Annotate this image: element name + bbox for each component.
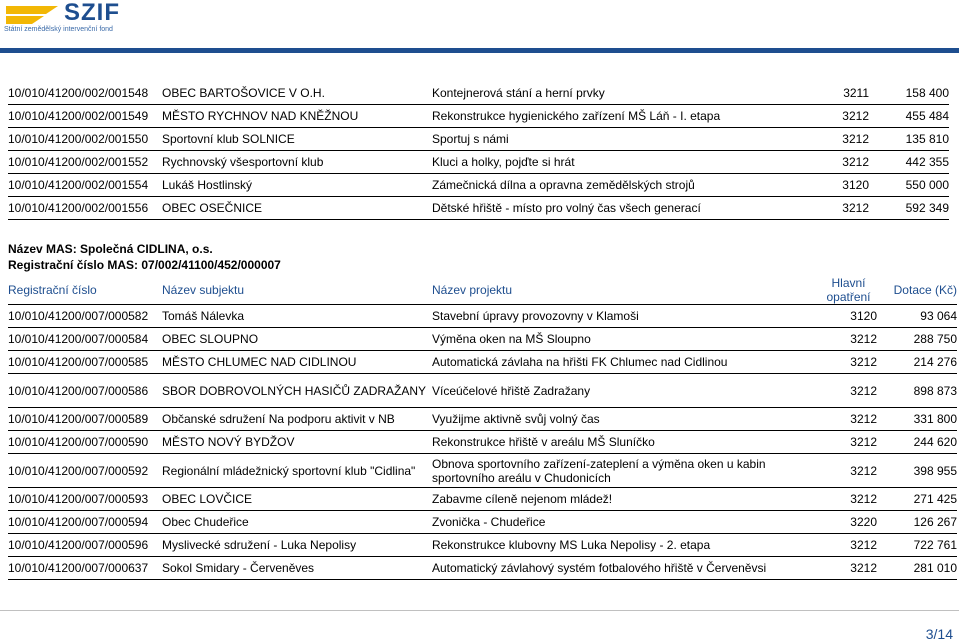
subject-cell: Myslivecké sdružení - Luka Nepolisy bbox=[162, 534, 432, 557]
subsidy-cell: 158 400 bbox=[869, 82, 949, 105]
project-cell: Rekonstrukce hygienického zařízení MŠ Láň - I. etapa bbox=[432, 105, 812, 128]
subject-cell: Sportovní klub SOLNICE bbox=[162, 128, 432, 151]
header-measure: Hlavní opatření bbox=[812, 276, 877, 305]
subject-cell: MĚSTO RYCHNOV NAD KNĚŽNOU bbox=[162, 105, 432, 128]
mas-reg-number: Registrační číslo MAS: 07/002/41100/452/000007 bbox=[8, 258, 281, 272]
subsidy-cell: 898 873 bbox=[877, 374, 957, 408]
subject-cell: MĚSTO NOVÝ BYDŽOV bbox=[162, 431, 432, 454]
subject-cell: Občanské sdružení Na podporu aktivit v NB bbox=[162, 408, 432, 431]
table-row bbox=[8, 328, 957, 351]
project-cell: Zvonička - Chudeřice bbox=[432, 511, 812, 534]
header-subsidy: Dotace (Kč) bbox=[877, 276, 957, 305]
reg-number-cell: 10/010/41200/002/001552 bbox=[8, 151, 162, 174]
page-number: 3/14 bbox=[925, 626, 953, 642]
subsidy-cell: 126 267 bbox=[877, 511, 957, 534]
reg-number-cell: 10/010/41200/007/000637 bbox=[8, 557, 162, 580]
subsidy-cell: 592 349 bbox=[869, 197, 949, 220]
table-row bbox=[8, 351, 957, 374]
header-reg-number: Registrační číslo bbox=[8, 276, 162, 305]
measure-cell: 3220 bbox=[812, 511, 877, 534]
project-cell: Zámečnická dílna a opravna zemědělských strojů bbox=[432, 174, 812, 197]
reg-number-cell: 10/010/41200/007/000590 bbox=[8, 431, 162, 454]
subject-cell: Regionální mládežnický sportovní klub "Cidlina" bbox=[162, 454, 432, 488]
measure-cell: 3212 bbox=[812, 328, 877, 351]
subsidy-cell: 722 761 bbox=[877, 534, 957, 557]
table-header-row bbox=[8, 276, 957, 305]
subject-cell: Obec Chudeřice bbox=[162, 511, 432, 534]
subsidy-cell: 271 425 bbox=[877, 488, 957, 511]
measure-cell: 3212 bbox=[812, 408, 877, 431]
measure-cell: 3120 bbox=[812, 174, 869, 197]
table-row bbox=[8, 151, 949, 174]
measure-cell: 3120 bbox=[812, 305, 877, 328]
subject-cell: OBEC SLOUPNO bbox=[162, 328, 432, 351]
project-cell: Automatická závlaha na hřišti FK Chlumec nad Cidlinou bbox=[432, 351, 812, 374]
measure-cell: 3212 bbox=[812, 454, 877, 488]
subject-cell: Sokol Smidary - Červeněves bbox=[162, 557, 432, 580]
project-cell: Sportuj s námi bbox=[432, 128, 812, 151]
reg-number-cell: 10/010/41200/007/000594 bbox=[8, 511, 162, 534]
subsidy-cell: 455 484 bbox=[869, 105, 949, 128]
reg-number-cell: 10/010/41200/007/000584 bbox=[8, 328, 162, 351]
project-cell: Kluci a holky, pojďte si hrát bbox=[432, 151, 812, 174]
project-cell: Kontejnerová stání a herní prvky bbox=[432, 82, 812, 105]
table-row bbox=[8, 534, 957, 557]
project-cell: Dětské hřiště - místo pro volný čas všech generací bbox=[432, 197, 812, 220]
mas-name: Název MAS: Společná CIDLINA, o.s. bbox=[8, 242, 213, 256]
table-row bbox=[8, 557, 957, 580]
reg-number-cell: 10/010/41200/002/001548 bbox=[8, 82, 162, 105]
measure-cell: 3212 bbox=[812, 197, 869, 220]
table-row bbox=[8, 82, 949, 105]
reg-number-cell: 10/010/41200/002/001549 bbox=[8, 105, 162, 128]
subject-cell: Lukáš Hostlinský bbox=[162, 174, 432, 197]
measure-cell: 3212 bbox=[812, 374, 877, 408]
project-cell: Rekonstrukce klubovny MS Luka Nepolisy - 2. etapa bbox=[432, 534, 812, 557]
project-cell: Výměna oken na MŠ Sloupno bbox=[432, 328, 812, 351]
table-row bbox=[8, 197, 949, 220]
project-cell: Rekonstrukce hřiště v areálu MŠ Sluníčko bbox=[432, 431, 812, 454]
reg-number-cell: 10/010/41200/002/001550 bbox=[8, 128, 162, 151]
project-cell: Zabavme cíleně nejenom mládež! bbox=[432, 488, 812, 511]
subsidy-cell: 281 010 bbox=[877, 557, 957, 580]
subsidy-cell: 442 355 bbox=[869, 151, 949, 174]
subsidy-cell: 93 064 bbox=[877, 305, 957, 328]
subsidy-cell: 135 810 bbox=[869, 128, 949, 151]
measure-cell: 3212 bbox=[812, 351, 877, 374]
reg-number-cell: 10/010/41200/007/000582 bbox=[8, 305, 162, 328]
reg-number-cell: 10/010/41200/007/000589 bbox=[8, 408, 162, 431]
table-row bbox=[8, 454, 957, 488]
reg-number-cell: 10/010/41200/007/000586 bbox=[8, 374, 162, 408]
subject-cell: Rychnovský všesportovní klub bbox=[162, 151, 432, 174]
table-row bbox=[8, 374, 957, 408]
subsidy-cell: 550 000 bbox=[869, 174, 949, 197]
reg-number-cell: 10/010/41200/007/000592 bbox=[8, 454, 162, 488]
table-row bbox=[8, 305, 957, 328]
reg-number-cell: 10/010/41200/002/001556 bbox=[8, 197, 162, 220]
reg-number-cell: 10/010/41200/007/000596 bbox=[8, 534, 162, 557]
subject-cell: MĚSTO CHLUMEC NAD CIDLINOU bbox=[162, 351, 432, 374]
table-row bbox=[8, 511, 957, 534]
measure-cell: 3212 bbox=[812, 128, 869, 151]
project-cell: Stavební úpravy provozovny v Klamoši bbox=[432, 305, 812, 328]
subsidy-cell: 398 955 bbox=[877, 454, 957, 488]
table-row bbox=[8, 408, 957, 431]
projects-table-top bbox=[8, 82, 949, 220]
reg-number-cell: 10/010/41200/007/000593 bbox=[8, 488, 162, 511]
reg-number-cell: 10/010/41200/007/000585 bbox=[8, 351, 162, 374]
footer-divider bbox=[0, 610, 959, 611]
subject-cell: OBEC OSEČNICE bbox=[162, 197, 432, 220]
project-cell: Automatický závlahový systém fotbalového hřiště v Červeněvsi bbox=[432, 557, 812, 580]
table-row bbox=[8, 431, 957, 454]
measure-cell: 3212 bbox=[812, 534, 877, 557]
subject-cell: Tomáš Nálevka bbox=[162, 305, 432, 328]
measure-cell: 3212 bbox=[812, 557, 877, 580]
header-project: Název projektu bbox=[432, 276, 812, 305]
measure-cell: 3212 bbox=[812, 431, 877, 454]
subsidy-cell: 244 620 bbox=[877, 431, 957, 454]
header-divider bbox=[0, 48, 959, 53]
table-row bbox=[8, 488, 957, 511]
subsidy-cell: 288 750 bbox=[877, 328, 957, 351]
project-cell: Využijme aktivně svůj volný čas bbox=[432, 408, 812, 431]
subject-cell: SBOR DOBROVOLNÝCH HASIČŮ ZADRAŽANY bbox=[162, 374, 432, 408]
measure-cell: 3212 bbox=[812, 151, 869, 174]
table-row bbox=[8, 105, 949, 128]
subsidy-cell: 214 276 bbox=[877, 351, 957, 374]
subject-cell: OBEC LOVČICE bbox=[162, 488, 432, 511]
logo-subtitle: Státní zemědělský intervenční fond bbox=[4, 26, 113, 33]
header-subject: Název subjektu bbox=[162, 276, 432, 305]
subject-cell: OBEC BARTOŠOVICE V O.H. bbox=[162, 82, 432, 105]
project-cell: Obnova sportovního zařízení-zateplení a výměna oken u kabin sportovního areálu v Chudonicích bbox=[432, 454, 812, 488]
projects-table-main bbox=[8, 276, 957, 580]
measure-cell: 3211 bbox=[812, 82, 869, 105]
reg-number-cell: 10/010/41200/002/001554 bbox=[8, 174, 162, 197]
table-row bbox=[8, 128, 949, 151]
project-cell: Víceúčelové hřiště Zadražany bbox=[432, 374, 812, 408]
logo-title: SZIF bbox=[64, 0, 120, 26]
subsidy-cell: 331 800 bbox=[877, 408, 957, 431]
measure-cell: 3212 bbox=[812, 105, 869, 128]
measure-cell: 3212 bbox=[812, 488, 877, 511]
table-row bbox=[8, 174, 949, 197]
